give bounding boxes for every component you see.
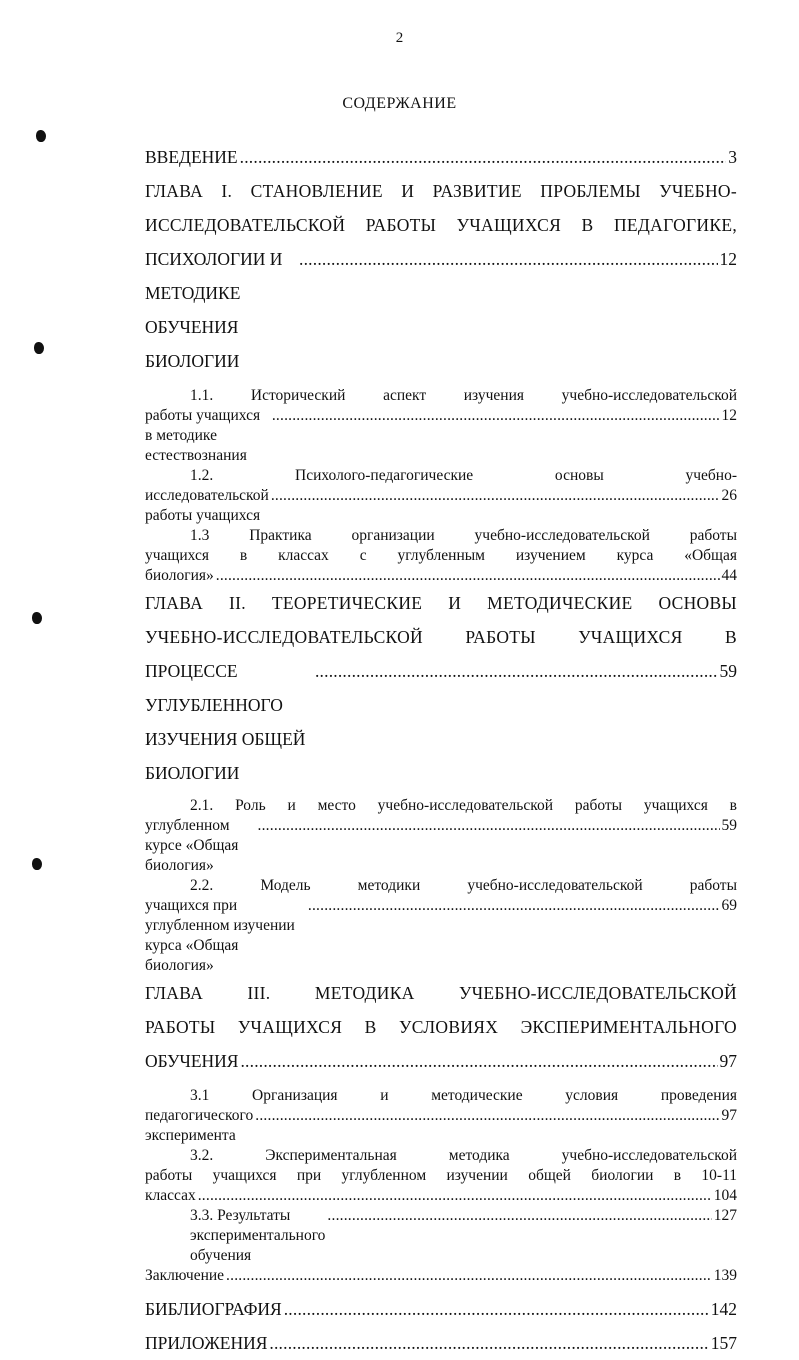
toc-entry-line: ГЛАВА III. МЕТОДИКА УЧЕБНО-ИССЛЕДОВАТЕЛЬСКОЙ bbox=[145, 983, 737, 1003]
toc-entry-chapter-3[interactable] bbox=[145, 976, 737, 1078]
toc-entry-conclusion[interactable] bbox=[145, 1266, 737, 1286]
toc-entry-title: классах bbox=[145, 1187, 196, 1204]
toc-entry-appendices[interactable] bbox=[145, 1326, 737, 1360]
toc-leader bbox=[315, 654, 718, 688]
toc-page-number: 3 bbox=[728, 147, 737, 167]
toc-entry-section-1-1[interactable] bbox=[145, 386, 737, 466]
toc-entry-line: работы учащихся при углубленном изучении общей биологии в 10-11 bbox=[145, 1167, 737, 1184]
toc-page-number: 97 bbox=[721, 1107, 737, 1124]
toc-page-number: 69 bbox=[721, 897, 737, 914]
toc-entry-line: 1.2. Психолого-педагогические основы учебно- bbox=[190, 467, 737, 484]
toc-page-number: 157 bbox=[710, 1333, 737, 1353]
punch-hole-mark bbox=[36, 130, 46, 142]
toc-leader bbox=[269, 1326, 708, 1360]
toc-entry-line: 2.1. Роль и место учебно-исследовательской работы учащихся в bbox=[190, 797, 737, 814]
toc-entry-title: исследовательской работы учащихся bbox=[145, 487, 269, 524]
toc-leader bbox=[284, 1292, 709, 1326]
toc-leader bbox=[258, 816, 720, 836]
toc-entry-line: 1.1. Исторический аспект изучения учебно-исследовательской bbox=[190, 387, 737, 404]
toc-entry-title: 3.3. Результаты экспериментального обучения bbox=[190, 1207, 326, 1264]
toc-leader bbox=[327, 1206, 711, 1226]
toc-entry-line: УЧЕБНО-ИССЛЕДОВАТЕЛЬСКОЙ РАБОТЫ УЧАЩИХСЯ В bbox=[145, 627, 737, 647]
toc-entry-section-3-1[interactable] bbox=[145, 1086, 737, 1146]
toc-page-number: 97 bbox=[719, 1051, 737, 1071]
page-number: 2 bbox=[395, 30, 404, 46]
toc-entry-line: РАБОТЫ УЧАЩИХСЯ В УСЛОВИЯХ ЭКСПЕРИМЕНТАЛЬНОГО bbox=[145, 1017, 737, 1037]
toc-leader bbox=[271, 486, 720, 506]
toc-entry-title: углубленном курсе «Общая биология» bbox=[145, 817, 239, 874]
toc-leader bbox=[216, 566, 720, 586]
toc-leader bbox=[308, 896, 720, 916]
toc-page-number: 12 bbox=[719, 249, 737, 269]
toc-entry-title: ВВЕДЕНИЕ bbox=[145, 147, 238, 167]
toc-page-number: 59 bbox=[721, 817, 737, 834]
toc-entry-section-3-3[interactable] bbox=[145, 1206, 737, 1266]
toc-page-number: 104 bbox=[713, 1187, 737, 1204]
toc-entry-line: ГЛАВА II. ТЕОРЕТИЧЕСКИЕ И МЕТОДИЧЕСКИЕ ОСНОВЫ bbox=[145, 593, 737, 613]
toc-entry-title: БИБЛИОГРАФИЯ bbox=[145, 1299, 282, 1319]
table-of-contents bbox=[145, 140, 737, 1360]
toc-entry-section-1-2[interactable] bbox=[145, 466, 737, 526]
toc-entry-title: ПРИЛОЖЕНИЯ bbox=[145, 1333, 268, 1353]
toc-entry-title: педагогического эксперимента bbox=[145, 1107, 254, 1144]
toc-leader bbox=[198, 1186, 712, 1206]
toc-page-number: 142 bbox=[710, 1299, 737, 1319]
toc-entry-title: работы учащихся в методике естествознания bbox=[145, 407, 261, 464]
toc-leader bbox=[255, 1106, 719, 1126]
toc-entry-section-1-3[interactable] bbox=[145, 526, 737, 586]
toc-leader bbox=[240, 140, 727, 174]
punch-hole-mark bbox=[32, 858, 42, 870]
toc-entry-intro[interactable] bbox=[145, 140, 737, 174]
toc-entry-line: 1.3 Практика организации учебно-исследовательской работы bbox=[190, 527, 737, 544]
toc-entry-line: 3.1 Организация и методические условия проведения bbox=[190, 1087, 737, 1104]
punch-hole-mark bbox=[32, 612, 42, 624]
toc-leader bbox=[299, 242, 717, 276]
toc-entry-line: учащихся в классах с углубленным изучением курса «Общая bbox=[145, 547, 737, 564]
toc-entry-chapter-1[interactable] bbox=[145, 174, 737, 378]
toc-entry-line: ИССЛЕДОВАТЕЛЬСКОЙ РАБОТЫ УЧАЩИХСЯ В ПЕДАГОГИКЕ, bbox=[145, 215, 737, 235]
toc-page-number: 44 bbox=[721, 567, 737, 584]
toc-entry-section-2-1[interactable] bbox=[145, 796, 737, 876]
toc-entry-section-3-2[interactable] bbox=[145, 1146, 737, 1206]
toc-page-number: 139 bbox=[713, 1267, 737, 1284]
toc-leader bbox=[272, 406, 720, 426]
toc-page-number: 59 bbox=[719, 661, 737, 681]
toc-leader bbox=[240, 1044, 717, 1078]
punch-hole-mark bbox=[34, 342, 44, 354]
toc-entry-title: ПСИХОЛОГИИ И МЕТОДИКЕ ОБУЧЕНИЯ БИОЛОГИИ bbox=[145, 249, 283, 371]
toc-entry-section-2-2[interactable] bbox=[145, 876, 737, 976]
toc-entry-line: 3.2. Экспериментальная методика учебно-исследовательской bbox=[190, 1147, 737, 1164]
toc-title: СОДЕРЖАНИЕ bbox=[342, 95, 457, 112]
toc-entry-title: ОБУЧЕНИЯ bbox=[145, 1051, 239, 1071]
toc-page-number: 26 bbox=[721, 487, 737, 504]
toc-entry-title: учащихся при углубленном изучении курса «Общая биология» bbox=[145, 897, 295, 974]
toc-entry-title: ПРОЦЕССЕ УГЛУБЛЕННОГО ИЗУЧЕНИЯ ОБЩЕЙ БИОЛОГИИ bbox=[145, 661, 306, 783]
toc-page-number: 12 bbox=[721, 407, 737, 424]
toc-entry-title: биология» bbox=[145, 567, 214, 584]
toc-entry-title: Заключение bbox=[145, 1267, 225, 1284]
toc-entry-bibliography[interactable] bbox=[145, 1292, 737, 1326]
toc-entry-line: 2.2. Модель методики учебно-исследовательской работы bbox=[190, 877, 737, 894]
toc-page-number: 127 bbox=[713, 1207, 737, 1224]
toc-entry-chapter-2[interactable] bbox=[145, 586, 737, 790]
toc-entry-line: ГЛАВА I. СТАНОВЛЕНИЕ И РАЗВИТИЕ ПРОБЛЕМЫ УЧЕБНО- bbox=[145, 181, 737, 201]
toc-leader bbox=[226, 1266, 712, 1286]
